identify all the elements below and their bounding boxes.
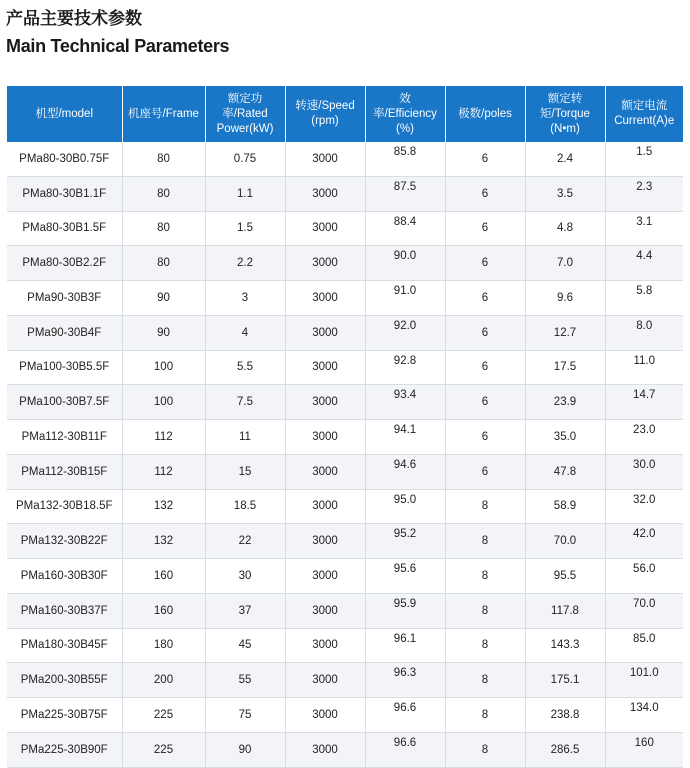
cell-frame: 90: [122, 315, 205, 350]
cell-torque: 143.3: [525, 628, 605, 663]
cell-frame: 80: [122, 142, 205, 176]
cell-model: PMa160-30B37F: [7, 593, 122, 628]
cell-frame: 225: [122, 732, 205, 767]
cell-torque: 12.7: [525, 315, 605, 350]
cell-frame: 180: [122, 628, 205, 663]
cell-model: PMa200-30B55F: [7, 663, 122, 698]
cell-current: 14.7: [605, 385, 683, 420]
cell-frame: 80: [122, 246, 205, 281]
cell-speed: 3000: [285, 211, 365, 246]
table-row: [7, 176, 683, 211]
cell-rated-power: 3: [205, 281, 285, 316]
cell-torque: 4.8: [525, 211, 605, 246]
cell-current: 1.5: [605, 142, 683, 176]
cell-model: PMa112-30B15F: [7, 454, 122, 489]
cell-rated-power: 4: [205, 315, 285, 350]
cell-rated-power: 11: [205, 420, 285, 455]
cell-current: 160: [605, 732, 683, 767]
cell-frame: 160: [122, 593, 205, 628]
table-row: [7, 350, 683, 385]
cell-frame: 160: [122, 559, 205, 594]
cell-model: PMa132-30B22F: [7, 524, 122, 559]
cell-poles: 6: [445, 420, 525, 455]
cell-efficiency: 95.6: [365, 559, 445, 594]
cell-efficiency: 96.6: [365, 732, 445, 767]
cell-poles: 8: [445, 489, 525, 524]
cell-speed: 3000: [285, 246, 365, 281]
cell-rated-power: 75: [205, 698, 285, 733]
table-row: [7, 454, 683, 489]
table-row: [7, 559, 683, 594]
cell-frame: 112: [122, 454, 205, 489]
cell-poles: 6: [445, 176, 525, 211]
cell-model: PMa80-30B2.2F: [7, 246, 122, 281]
cell-rated-power: 5.5: [205, 350, 285, 385]
cell-efficiency: 92.0: [365, 315, 445, 350]
cell-frame: 90: [122, 281, 205, 316]
cell-speed: 3000: [285, 732, 365, 767]
table-body: [7, 142, 683, 767]
cell-rated-power: 15: [205, 454, 285, 489]
cell-rated-power: 18.5: [205, 489, 285, 524]
header-frame: 机座号/Frame: [122, 86, 205, 142]
cell-current: 8.0: [605, 315, 683, 350]
cell-model: PMa80-30B1.1F: [7, 176, 122, 211]
cell-speed: 3000: [285, 142, 365, 176]
cell-torque: 7.0: [525, 246, 605, 281]
table-row: [7, 732, 683, 767]
cell-efficiency: 94.6: [365, 454, 445, 489]
cell-speed: 3000: [285, 385, 365, 420]
cell-frame: 225: [122, 698, 205, 733]
cell-efficiency: 92.8: [365, 350, 445, 385]
cell-torque: 35.0: [525, 420, 605, 455]
cell-efficiency: 96.6: [365, 698, 445, 733]
cell-poles: 6: [445, 246, 525, 281]
cell-rated-power: 90: [205, 732, 285, 767]
cell-frame: 200: [122, 663, 205, 698]
table-row: [7, 281, 683, 316]
cell-model: PMa225-30B75F: [7, 698, 122, 733]
cell-rated-power: 30: [205, 559, 285, 594]
cell-poles: 6: [445, 385, 525, 420]
cell-torque: 3.5: [525, 176, 605, 211]
cell-frame: 132: [122, 524, 205, 559]
cell-rated-power: 1.5: [205, 211, 285, 246]
page-title-chinese: 产品主要技术参数: [6, 9, 142, 29]
cell-rated-power: 2.2: [205, 246, 285, 281]
cell-frame: 80: [122, 176, 205, 211]
cell-rated-power: 1.1: [205, 176, 285, 211]
cell-current: 23.0: [605, 420, 683, 455]
cell-torque: 117.8: [525, 593, 605, 628]
cell-model: PMa100-30B7.5F: [7, 385, 122, 420]
cell-speed: 3000: [285, 454, 365, 489]
cell-poles: 8: [445, 524, 525, 559]
cell-efficiency: 90.0: [365, 246, 445, 281]
cell-poles: 6: [445, 211, 525, 246]
cell-current: 2.3: [605, 176, 683, 211]
cell-efficiency: 88.4: [365, 211, 445, 246]
cell-poles: 6: [445, 315, 525, 350]
cell-poles: 6: [445, 281, 525, 316]
header-speed: 转速/Speed (rpm): [285, 86, 365, 142]
cell-speed: 3000: [285, 628, 365, 663]
cell-speed: 3000: [285, 698, 365, 733]
cell-current: 85.0: [605, 628, 683, 663]
cell-speed: 3000: [285, 593, 365, 628]
table-row: [7, 211, 683, 246]
table-row: [7, 524, 683, 559]
cell-torque: 9.6: [525, 281, 605, 316]
cell-torque: 95.5: [525, 559, 605, 594]
cell-speed: 3000: [285, 559, 365, 594]
cell-rated-power: 22: [205, 524, 285, 559]
table-row: [7, 628, 683, 663]
cell-model: PMa180-30B45F: [7, 628, 122, 663]
cell-poles: 8: [445, 698, 525, 733]
table-row: [7, 142, 683, 176]
table-row: [7, 385, 683, 420]
cell-speed: 3000: [285, 281, 365, 316]
cell-current: 56.0: [605, 559, 683, 594]
table-row: [7, 663, 683, 698]
cell-rated-power: 55: [205, 663, 285, 698]
cell-model: PMa160-30B30F: [7, 559, 122, 594]
cell-torque: 2.4: [525, 142, 605, 176]
cell-poles: 6: [445, 350, 525, 385]
cell-speed: 3000: [285, 176, 365, 211]
cell-current: 42.0: [605, 524, 683, 559]
cell-frame: 132: [122, 489, 205, 524]
cell-model: PMa80-30B1.5F: [7, 211, 122, 246]
cell-speed: 3000: [285, 315, 365, 350]
table-row: [7, 420, 683, 455]
cell-torque: 175.1: [525, 663, 605, 698]
cell-frame: 100: [122, 385, 205, 420]
cell-current: 134.0: [605, 698, 683, 733]
cell-poles: 8: [445, 593, 525, 628]
cell-speed: 3000: [285, 524, 365, 559]
cell-poles: 6: [445, 142, 525, 176]
cell-efficiency: 95.2: [365, 524, 445, 559]
cell-torque: 47.8: [525, 454, 605, 489]
cell-efficiency: 87.5: [365, 176, 445, 211]
cell-poles: 8: [445, 663, 525, 698]
header-poles: 极数/poles: [445, 86, 525, 142]
cell-torque: 238.8: [525, 698, 605, 733]
technical-parameters-table: [7, 86, 683, 768]
cell-frame: 100: [122, 350, 205, 385]
header-row: [7, 86, 683, 142]
cell-rated-power: 37: [205, 593, 285, 628]
cell-rated-power: 0.75: [205, 142, 285, 176]
cell-efficiency: 85.8: [365, 142, 445, 176]
cell-model: PMa100-30B5.5F: [7, 350, 122, 385]
table-row: [7, 593, 683, 628]
cell-model: PMa90-30B3F: [7, 281, 122, 316]
header-current: 额定电流 Current(A)e: [605, 86, 683, 142]
cell-torque: 23.9: [525, 385, 605, 420]
cell-speed: 3000: [285, 663, 365, 698]
cell-poles: 8: [445, 628, 525, 663]
cell-model: PMa80-30B0.75F: [7, 142, 122, 176]
table-header: [7, 86, 683, 142]
cell-rated-power: 45: [205, 628, 285, 663]
cell-model: PMa112-30B11F: [7, 420, 122, 455]
header-rated-power: 额定功率/Rated Power(kW): [205, 86, 285, 142]
cell-current: 32.0: [605, 489, 683, 524]
cell-model: PMa225-30B90F: [7, 732, 122, 767]
cell-efficiency: 93.4: [365, 385, 445, 420]
cell-torque: 70.0: [525, 524, 605, 559]
cell-current: 101.0: [605, 663, 683, 698]
cell-speed: 3000: [285, 420, 365, 455]
cell-poles: 8: [445, 559, 525, 594]
cell-efficiency: 95.0: [365, 489, 445, 524]
cell-current: 5.8: [605, 281, 683, 316]
cell-torque: 58.9: [525, 489, 605, 524]
cell-efficiency: 96.1: [365, 628, 445, 663]
cell-model: PMa90-30B4F: [7, 315, 122, 350]
page-title-english: Main Technical Parameters: [6, 36, 230, 56]
cell-current: 70.0: [605, 593, 683, 628]
cell-efficiency: 91.0: [365, 281, 445, 316]
header-efficiency: 效率/Efficiency (%): [365, 86, 445, 142]
cell-efficiency: 96.3: [365, 663, 445, 698]
header-model: 机型/model: [7, 86, 122, 142]
cell-torque: 286.5: [525, 732, 605, 767]
cell-frame: 112: [122, 420, 205, 455]
table-row: [7, 698, 683, 733]
title-block: [6, 8, 229, 58]
cell-current: 30.0: [605, 454, 683, 489]
cell-current: 11.0: [605, 350, 683, 385]
header-torque: 额定转矩/Torque (N•m): [525, 86, 605, 142]
cell-current: 4.4: [605, 246, 683, 281]
cell-speed: 3000: [285, 350, 365, 385]
cell-speed: 3000: [285, 489, 365, 524]
cell-efficiency: 95.9: [365, 593, 445, 628]
cell-poles: 6: [445, 454, 525, 489]
table-row: [7, 246, 683, 281]
cell-current: 3.1: [605, 211, 683, 246]
table-row: [7, 315, 683, 350]
cell-torque: 17.5: [525, 350, 605, 385]
cell-rated-power: 7.5: [205, 385, 285, 420]
cell-poles: 8: [445, 732, 525, 767]
cell-model: PMa132-30B18.5F: [7, 489, 122, 524]
cell-frame: 80: [122, 211, 205, 246]
cell-efficiency: 94.1: [365, 420, 445, 455]
table-row: [7, 489, 683, 524]
